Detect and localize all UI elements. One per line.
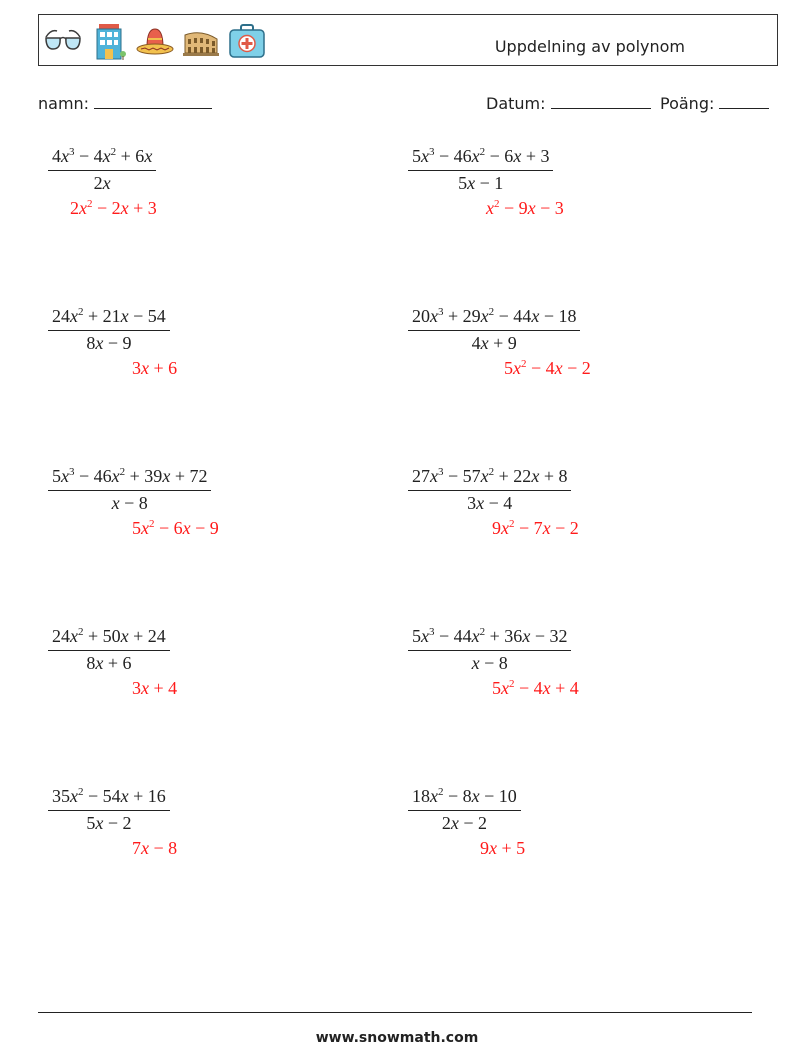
date-blank[interactable] (551, 94, 651, 109)
answer: $2x^2 - 2x + 3$ (70, 198, 157, 218)
name-blank[interactable] (94, 94, 212, 109)
footer-divider (38, 1012, 752, 1013)
fraction (408, 146, 553, 194)
problem-6 (408, 466, 579, 538)
answer: 7x − 8 (132, 838, 178, 858)
numerator: $5x^3 - 46x^2 + 39x + 72$ (48, 466, 211, 491)
page-title: Uppdelning av polynom (494, 37, 685, 56)
denominator: 8x + 6 (86, 653, 132, 673)
fraction (408, 466, 571, 514)
colosseum-icon (181, 21, 221, 61)
numerator: $5x^3 - 44x^2 + 36x - 32$ (408, 626, 571, 651)
denominator: 2x − 2 (441, 813, 487, 833)
date-field (486, 94, 651, 113)
denominator: 2x (93, 173, 111, 193)
fraction (408, 786, 521, 834)
problem-2 (408, 146, 564, 218)
score-label: Poäng: (660, 94, 715, 113)
denominator: 5x − 2 (86, 813, 132, 833)
answer: 9x + 5 (480, 838, 526, 858)
first-aid-kit-icon (227, 21, 267, 61)
fraction (48, 146, 156, 194)
answer: 3x + 4 (132, 678, 178, 698)
numerator: $27x^3 - 57x^2 + 22x + 8$ (408, 466, 571, 491)
fraction (408, 626, 571, 674)
fraction (48, 466, 211, 514)
fraction (48, 786, 170, 834)
fraction (48, 626, 170, 674)
problem-4 (408, 306, 591, 378)
problem-7 (48, 626, 178, 698)
numerator: $20x^3 + 29x^2 - 44x - 18$ (408, 306, 580, 331)
answer: $5x^2 - 4x + 4$ (492, 678, 579, 698)
denominator: x − 8 (111, 493, 148, 513)
denominator: 4x + 9 (471, 333, 517, 353)
problem-8 (408, 626, 579, 698)
hotel-icon (89, 21, 129, 61)
denominator: 5x − 1 (458, 173, 504, 193)
footer-website: www.snowmath.com (315, 1030, 479, 1046)
denominator: x − 8 (471, 653, 508, 673)
sombrero-icon (135, 21, 175, 61)
denominator: 8x − 9 (86, 333, 132, 353)
denominator: 3x − 4 (467, 493, 513, 513)
sunglasses-icon (43, 21, 83, 61)
answer: $9x^2 - 7x - 2$ (492, 518, 579, 538)
name-label: namn: (38, 94, 90, 113)
answer: $x^2 - 9x - 3$ (486, 198, 564, 218)
header-box (38, 14, 778, 66)
problem-1 (48, 146, 157, 218)
answer: 3x + 6 (132, 358, 178, 378)
problem-10 (408, 786, 526, 858)
score-blank[interactable] (719, 94, 769, 109)
numerator: $5x^3 - 46x^2 - 6x + 3$ (408, 146, 553, 171)
icon-row (43, 21, 267, 61)
problem-5 (48, 466, 219, 538)
numerator: $18x^2 - 8x - 10$ (408, 786, 521, 811)
score-field (660, 94, 769, 113)
numerator: $4x^3 - 4x^2 + 6x$ (48, 146, 156, 171)
name-field (38, 94, 212, 113)
answer: $5x^2 - 6x - 9$ (132, 518, 219, 538)
date-label: Datum: (486, 94, 546, 113)
problem-3 (48, 306, 178, 378)
numerator: $35x^2 - 54x + 16$ (48, 786, 170, 811)
numerator: $24x^2 + 21x - 54$ (48, 306, 170, 331)
numerator: $24x^2 + 50x + 24$ (48, 626, 170, 651)
fraction (48, 306, 170, 354)
answer: $5x^2 - 4x - 2$ (504, 358, 591, 378)
fraction (408, 306, 580, 354)
problem-9 (48, 786, 178, 858)
